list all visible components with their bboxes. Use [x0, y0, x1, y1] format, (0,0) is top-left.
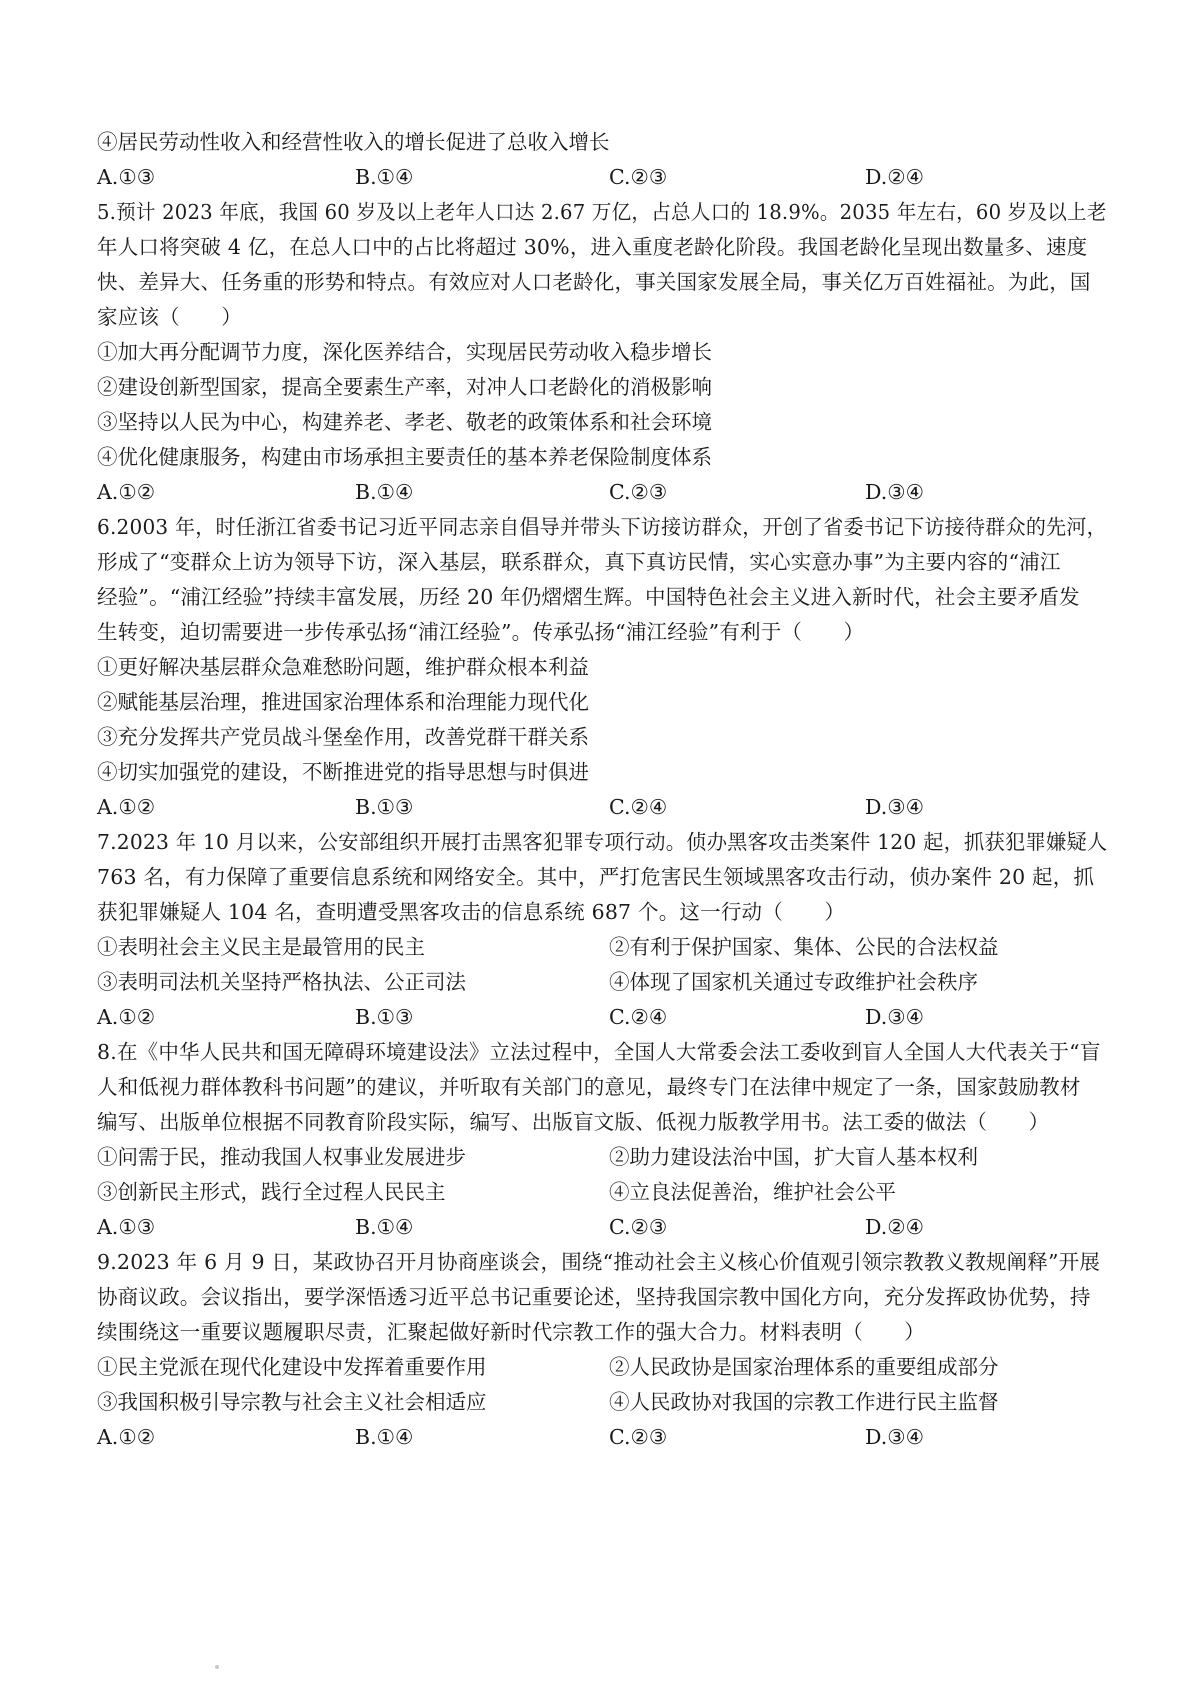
- q5-option-c: C.②③: [609, 480, 668, 504]
- q8-option-d: D.②④: [865, 1215, 924, 1239]
- q7-item-3: ③表明司法机关坚持严格执法、公正司法: [97, 970, 466, 994]
- q9-option-c: C.②③: [609, 1425, 668, 1449]
- q9-stem-line-2: 协商议政。会议指出，要学深悟透习近平总书记重要论述，坚持我国宗教中国化方向，充分发挥政协优势，持: [97, 1285, 1091, 1309]
- q5-stem-line-1: 5.预计 2023 年底，我国 60 岁及以上老年人口达 2.67 万亿，占总人口的 18.9%。2035 年左右，60 岁及以上老: [97, 200, 1107, 224]
- q9-item-3: ③我国积极引导宗教与社会主义社会相适应: [97, 1390, 487, 1414]
- q5-option-d: D.③④: [865, 480, 924, 504]
- q7-stem-line-2: 763 名，有力保障了重要信息系统和网络安全。其中，严打危害民生领域黑客攻击行动，侦办案件 20 起，抓: [97, 865, 1095, 889]
- footer-dot: [215, 1665, 219, 1669]
- q6-stem-line-3: 经验”。“浦江经验”持续丰富发展，历经 20 年仍熠熠生辉。中国特色社会主义进入新时代，社会主要矛盾发: [97, 585, 1080, 609]
- q5-item-4: ④优化健康服务，构建由市场承担主要责任的基本养老保险制度体系: [97, 445, 712, 469]
- q9-item-4: ④人民政协对我国的宗教工作进行民主监督: [609, 1390, 999, 1414]
- q6-stem-line-1: 6.2003 年，时任浙江省委书记习近平同志亲自倡导并带头下访接访群众，开创了省委书记下访接待群众的先河，: [97, 515, 1107, 539]
- q7-item-4: ④体现了国家机关通过专政维护社会秩序: [609, 970, 978, 994]
- q9-option-a: A.①②: [97, 1425, 156, 1449]
- q5-stem-line-4: 家应该（ ）: [97, 305, 242, 329]
- q7-stem-line-3: 获犯罪嫌疑人 104 名，查明遭受黑客攻击的信息系统 687 个。这一行动（ ）: [97, 900, 846, 924]
- q6-item-1: ①更好解决基层群众急难愁盼问题，维护群众根本利益: [97, 655, 589, 679]
- q6-option-c: C.②④: [609, 795, 668, 819]
- q6-item-2: ②赋能基层治理，推进国家治理体系和治理能力现代化: [97, 690, 589, 714]
- q8-option-b: B.①④: [355, 1215, 414, 1239]
- q5-item-2: ②建设创新型国家，提高全要素生产率，对冲人口老龄化的消极影响: [97, 375, 712, 399]
- q9-item-2: ②人民政协是国家治理体系的重要组成部分: [609, 1355, 999, 1379]
- q6-item-3: ③充分发挥共产党员战斗堡垒作用，改善党群干群关系: [97, 725, 589, 749]
- q8-stem-line-2: 人和低视力群体教科书问题”的建议，并听取有关部门的意见，最终专门在法律中规定了一条，国家鼓励教材: [97, 1075, 1081, 1099]
- q6-item-4: ④切实加强党的建设，不断推进党的指导思想与时俱进: [97, 760, 589, 784]
- q4-option-d: D.②④: [865, 165, 924, 189]
- q4-option-c: C.②③: [609, 165, 668, 189]
- q5-stem-line-3: 快、差异大、任务重的形势和特点。有效应对人口老龄化，事关国家发展全局，事关亿万百姓福祉。为此，国: [97, 270, 1091, 294]
- q4-option-b: B.①④: [355, 165, 414, 189]
- q7-stem-line-1: 7.2023 年 10 月以来，公安部组织开展打击黑客犯罪专项行动。侦办黑客攻击类案件 120 起，抓获犯罪嫌疑人: [97, 830, 1108, 854]
- q8-item-1: ①问需于民，推动我国人权事业发展进步: [97, 1145, 466, 1169]
- q7-option-d: D.③④: [865, 1005, 924, 1029]
- q7-option-a: A.①②: [97, 1005, 156, 1029]
- q6-stem-line-2: 形成了“变群众上访为领导下访，深入基层，联系群众，真下真访民情，实心实意办事”为主要内容的“浦江: [97, 550, 1061, 574]
- q6-option-d: D.③④: [865, 795, 924, 819]
- q4-item-4: ④居民劳动性收入和经营性收入的增长促进了总收入增长: [97, 130, 610, 154]
- q4-option-a: A.①③: [97, 165, 156, 189]
- q8-item-4: ④立良法促善治，维护社会公平: [609, 1180, 896, 1204]
- q7-item-1: ①表明社会主义民主是最管用的民主: [97, 935, 425, 959]
- q7-option-c: C.②④: [609, 1005, 668, 1029]
- q5-item-1: ①加大再分配调节力度，深化医养结合，实现居民劳动收入稳步增长: [97, 340, 712, 364]
- q6-option-b: B.①③: [355, 795, 414, 819]
- q7-option-b: B.①③: [355, 1005, 414, 1029]
- q5-option-a: A.①②: [97, 480, 156, 504]
- q8-item-2: ②助力建设法治中国，扩大盲人基本权利: [609, 1145, 978, 1169]
- q8-stem-line-1: 8.在《中华人民共和国无障碍环境建设法》立法过程中，全国人大常委会法工委收到盲人全国人大代表关于“盲: [97, 1040, 1101, 1064]
- q9-stem-line-3: 续围绕这一重要议题履职尽责，汇聚起做好新时代宗教工作的强大合力。材料表明（ ）: [97, 1320, 925, 1344]
- q7-item-2: ②有利于保护国家、集体、公民的合法权益: [609, 935, 999, 959]
- q8-option-a: A.①③: [97, 1215, 156, 1239]
- q8-item-3: ③创新民主形式，践行全过程人民民主: [97, 1180, 446, 1204]
- q5-option-b: B.①④: [355, 480, 414, 504]
- q5-item-3: ③坚持以人民为中心，构建养老、孝老、敬老的政策体系和社会环境: [97, 410, 712, 434]
- q9-item-1: ①民主党派在现代化建设中发挥着重要作用: [97, 1355, 487, 1379]
- q5-stem-line-2: 年人口将突破 4 亿，在总人口中的占比将超过 30%，进入重度老龄化阶段。我国老龄化呈现出数量多、速度: [97, 235, 1088, 259]
- q6-stem-line-4: 生转变，迫切需要进一步传承弘扬“浦江经验”。传承弘扬“浦江经验”有利于（ ）: [97, 620, 865, 644]
- q9-option-b: B.①④: [355, 1425, 414, 1449]
- q8-option-c: C.②③: [609, 1215, 668, 1239]
- q8-stem-line-3: 编写、出版单位根据不同教育阶段实际，编写、出版盲文版、低视力版教学用书。法工委的做法（ ）: [97, 1110, 1050, 1134]
- q6-option-a: A.①②: [97, 795, 156, 819]
- q9-option-d: D.③④: [865, 1425, 924, 1449]
- q9-stem-line-1: 9.2023 年 6 月 9 日，某政协召开月协商座谈会，围绕“推动社会主义核心价值观引领宗教教义教规阐释”开展: [97, 1250, 1101, 1274]
